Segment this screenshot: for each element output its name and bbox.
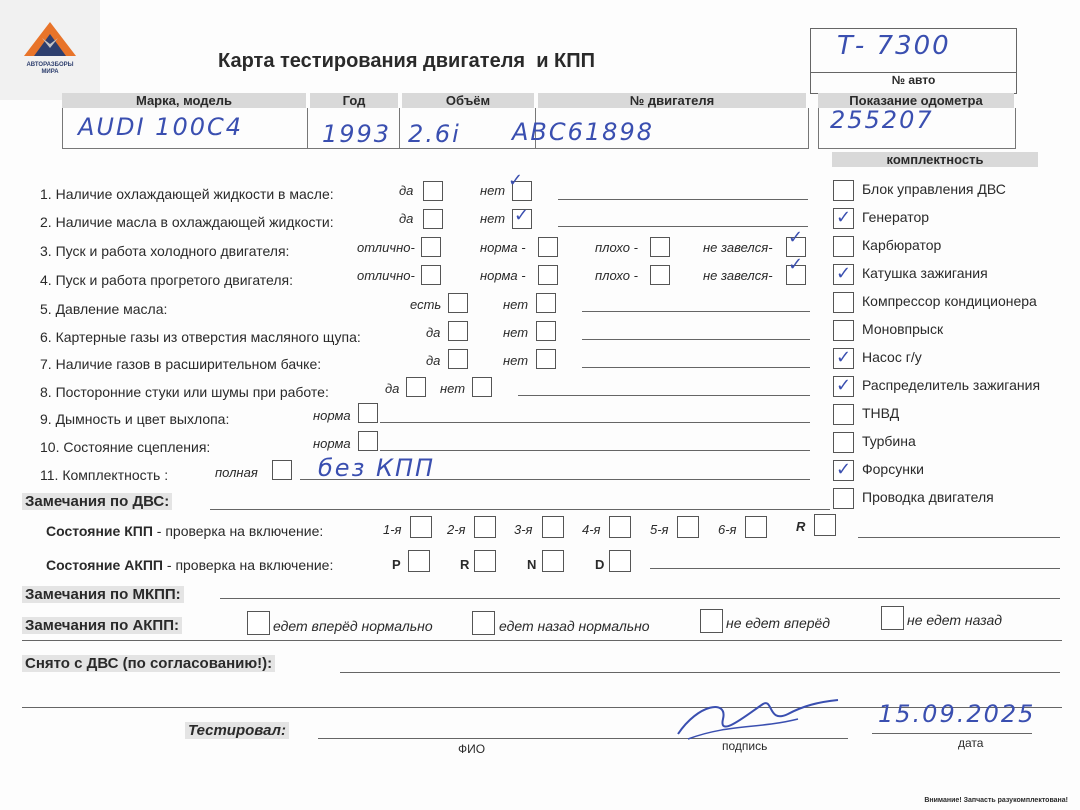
gear-r: R — [796, 519, 806, 534]
opt-net: нет — [503, 353, 529, 368]
divider — [307, 108, 308, 148]
car-number-label: № авто — [891, 73, 936, 87]
signature-caption: подпись — [722, 739, 768, 753]
make-model-value: AUDI 100C4 — [78, 113, 244, 141]
akpp-comment-line — [650, 568, 1060, 569]
kit-item-label: Генератор — [862, 209, 930, 225]
row-number: 7. — [40, 356, 52, 372]
checkmark: ✓ — [788, 227, 804, 248]
logo — [0, 0, 100, 100]
comment-line — [518, 395, 810, 396]
check-row-11 — [40, 467, 168, 483]
remarks-akpp-label: Замечания по АКПП: — [22, 617, 182, 634]
check-row-2 — [40, 214, 334, 230]
akpp-label-bold: Состояние АКПП — [46, 557, 163, 573]
row-text: Пуск и работа холодного двигателя: — [55, 243, 290, 259]
date-caption: дата — [958, 736, 984, 750]
row-number: 2. — [40, 214, 52, 230]
comment-line — [558, 226, 808, 227]
completeness-note: без КПП — [318, 454, 436, 482]
gear-5-checkbox[interactable] — [677, 516, 699, 538]
akpp-no-forward: не едет вперёд — [726, 615, 831, 631]
checkbox-bad[interactable] — [650, 237, 670, 257]
row-text: Комплектность : — [62, 467, 169, 483]
opt-excellent: отлично- — [357, 268, 415, 283]
gear-6: 6-я — [718, 522, 737, 537]
gear-6-checkbox[interactable] — [745, 516, 767, 538]
checkbox-excellent[interactable] — [421, 265, 441, 285]
kit-item-label: ТНВД — [862, 405, 900, 421]
check-row-4 — [40, 272, 293, 288]
comment-line — [558, 199, 808, 200]
comment-line — [300, 479, 810, 480]
akpp-forward-ok: едет вперёд нормально — [273, 618, 433, 634]
row-number: 4. — [40, 272, 52, 288]
kit-checkbox[interactable] — [833, 320, 854, 341]
checkmark: ✓ — [508, 170, 524, 191]
check-row-1 — [40, 186, 334, 202]
check-row-7 — [40, 356, 321, 372]
akpp-back-ok: едет назад нормально — [499, 618, 650, 634]
row-text: Пуск и работа прогретого двигателя: — [55, 272, 294, 288]
check-row-5 — [40, 301, 167, 317]
kpp-label-bold: Состояние КПП — [46, 523, 153, 539]
checkbox-net[interactable] — [472, 377, 492, 397]
kit-checkbox[interactable] — [833, 292, 854, 313]
gear-4-checkbox[interactable] — [609, 516, 631, 538]
kit-item-label: Проводка двигателя — [862, 489, 994, 505]
kit-checkbox[interactable] — [833, 180, 854, 201]
row-text: Наличие масла в охлаждающей жидкости: — [55, 214, 334, 230]
date-value: 15.09.2025 — [878, 700, 1036, 728]
checkbox-yes[interactable] — [448, 293, 468, 313]
kit-checkmark: ✓ — [836, 207, 852, 228]
checkbox-da[interactable] — [448, 349, 468, 369]
mode-d: D — [595, 557, 605, 572]
row-number: 10. — [40, 439, 60, 455]
row-number: 5. — [40, 301, 52, 317]
comment-line — [582, 311, 810, 312]
date-line — [872, 733, 1032, 734]
opt-da: да — [399, 183, 414, 198]
mode-n-checkbox[interactable] — [542, 550, 564, 572]
header-volume: Объём — [402, 93, 534, 108]
check-row-10 — [40, 439, 210, 455]
opt-net: нет — [503, 325, 529, 340]
divider — [399, 108, 400, 148]
logo-mountain-icon — [20, 18, 80, 58]
akpp-remarks-line — [22, 640, 1062, 641]
header-odometer: Показание одометра — [818, 93, 1014, 108]
kit-item-label: Карбюратор — [862, 237, 942, 253]
gear-3: 3-я — [514, 522, 533, 537]
row-text: Давление масла: — [55, 301, 168, 317]
mode-n: N — [527, 557, 537, 572]
check-row-9 — [40, 411, 229, 427]
mode-d-checkbox[interactable] — [609, 550, 631, 572]
gear-r-checkbox[interactable] — [814, 514, 836, 536]
mode-r: R — [460, 557, 470, 572]
kit-item-label: Компрессор кондиционера — [862, 293, 1037, 309]
kit-item-label: Насос г/у — [862, 349, 922, 365]
logo-text-line2: МИРА — [41, 69, 59, 75]
kpp-label — [46, 523, 323, 539]
row-text: Дымность и цвет выхлопа: — [55, 411, 230, 427]
row-number: 8. — [40, 384, 52, 400]
opt-yes: есть — [410, 297, 442, 312]
check-row-6 — [40, 329, 361, 345]
gear-2-checkbox[interactable] — [474, 516, 496, 538]
opt-net: нет — [480, 211, 506, 226]
gear-3-checkbox[interactable] — [542, 516, 564, 538]
opt-no-start: не завелся- — [703, 240, 773, 255]
row-text: Посторонние стуки или шумы при работе: — [55, 384, 329, 400]
kit-item-label: Распределитель зажигания — [862, 377, 1041, 393]
removed-line — [340, 672, 1060, 673]
checkbox-bad[interactable] — [650, 265, 670, 285]
kit-checkmark: ✓ — [836, 375, 852, 396]
kit-checkbox[interactable] — [833, 404, 854, 425]
kpp-label-rest: - проверка на включение: — [152, 523, 324, 539]
checkbox-da[interactable] — [423, 181, 443, 201]
opt-da: да — [385, 381, 400, 396]
opt-no: нет — [503, 297, 529, 312]
fio-caption: ФИО — [458, 742, 486, 756]
row-text: Состояние сцепления: — [63, 439, 211, 455]
opt-da: да — [399, 211, 414, 226]
checkbox-net[interactable] — [536, 321, 556, 341]
check-row-3 — [40, 243, 289, 259]
opt-no-start: не завелся- — [703, 268, 773, 283]
comment-line — [380, 450, 810, 451]
comment-line — [582, 367, 810, 368]
gear-1: 1-я — [383, 522, 402, 537]
checkbox-full[interactable] — [272, 460, 292, 480]
gear-4: 4-я — [582, 522, 601, 537]
opt-bad: плохо - — [595, 268, 638, 283]
tested-label: Тестировал: — [185, 722, 289, 739]
akpp-no-forward-checkbox[interactable] — [700, 609, 723, 633]
opt-net: нет — [480, 183, 506, 198]
kit-checkmark: ✓ — [836, 459, 852, 480]
comment-line — [582, 339, 810, 340]
checkbox-da[interactable] — [423, 209, 443, 229]
remarks-dvs-label: Замечания по ДВС: — [22, 493, 172, 510]
checkbox-normal[interactable] — [538, 237, 558, 257]
row-text: Наличие газов в расширительном бачке: — [55, 356, 322, 372]
mode-r-checkbox[interactable] — [474, 550, 496, 572]
kit-header: комплектность — [832, 152, 1038, 167]
kit-item-label: Катушка зажигания — [862, 265, 988, 281]
opt-da: да — [426, 325, 441, 340]
kit-checkmark: ✓ — [836, 263, 852, 284]
gear-2: 2-я — [447, 522, 466, 537]
row-text: Наличие охлаждающей жидкости в масле: — [55, 186, 334, 202]
row-number: 3. — [40, 243, 52, 259]
checkmark: ✓ — [514, 205, 530, 226]
kit-item-label: Турбина — [862, 433, 916, 449]
opt-excellent: отлично- — [357, 240, 415, 255]
checkbox-excellent[interactable] — [421, 237, 441, 257]
akpp-no-back-checkbox[interactable] — [881, 606, 904, 630]
gear-5: 5-я — [650, 522, 669, 537]
page-title: Карта тестирования двигателя и КПП — [218, 50, 596, 72]
header-year: Год — [310, 93, 398, 108]
gear-1-checkbox[interactable] — [410, 516, 432, 538]
row-text: Картерные газы из отверстия масляного щупа: — [55, 329, 361, 345]
opt-net: нет — [440, 381, 466, 396]
checkbox-da[interactable] — [406, 377, 426, 397]
row-number: 1. — [40, 186, 52, 202]
kpp-comment-line — [858, 537, 1060, 538]
header-engine-no: № двигателя — [538, 93, 806, 108]
header-make-model: Марка, модель — [62, 93, 306, 108]
kit-checkmark: ✓ — [836, 347, 852, 368]
checkbox-normal[interactable] — [358, 431, 378, 451]
row-number: 6. — [40, 329, 52, 345]
signature-scribble — [668, 694, 848, 744]
logo-text-line1: АВТОРАЗБОРЫ — [26, 62, 74, 68]
akpp-label-rest: - проверка на включение: — [163, 557, 334, 573]
akpp-label — [46, 557, 333, 573]
kit-item-label: Форсунки — [862, 461, 924, 477]
fio-line — [318, 738, 680, 739]
mode-p-checkbox[interactable] — [408, 550, 430, 572]
kit-item-label: Моновпрыск — [862, 321, 944, 337]
car-number-box — [810, 28, 1017, 94]
row-number: 9. — [40, 411, 52, 427]
remarks-mkpp-label: Замечания по МКПП: — [22, 586, 184, 603]
checkbox-normal[interactable] — [358, 403, 378, 423]
opt-normal: норма - — [480, 268, 526, 283]
kit-checkbox[interactable] — [833, 236, 854, 257]
opt-full: полная — [215, 465, 258, 480]
opt-normal: норма — [313, 436, 351, 451]
opt-normal: норма — [313, 408, 351, 423]
checkbox-net[interactable] — [536, 349, 556, 369]
kit-checkbox[interactable] — [833, 432, 854, 453]
akpp-no-back: не едет назад — [907, 612, 1002, 628]
checkbox-da[interactable] — [448, 321, 468, 341]
mode-p: P — [392, 557, 401, 572]
kit-item-label: Блок управления ДВС — [862, 181, 1006, 197]
row-number: 11. — [40, 467, 59, 483]
akpp-forward-ok-checkbox[interactable] — [247, 611, 270, 635]
checkbox-no[interactable] — [536, 293, 556, 313]
footer-note: Внимание! Запчасть разукомплектована! — [924, 797, 1068, 804]
odometer-value: 255207 — [830, 106, 934, 134]
car-number-value: Т- 7300 — [837, 31, 951, 61]
akpp-back-ok-checkbox[interactable] — [472, 611, 495, 635]
engine-no-value: ABC61898 — [512, 118, 654, 146]
remarks-dvs-line — [210, 509, 830, 510]
checkmark: ✓ — [788, 254, 804, 275]
checkbox-normal[interactable] — [538, 265, 558, 285]
remarks-mkpp-line — [220, 598, 1060, 599]
kit-checkbox[interactable] — [833, 488, 854, 509]
comment-line — [380, 422, 810, 423]
check-row-8 — [40, 384, 329, 400]
opt-da: да — [426, 353, 441, 368]
year-value: 1993 — [322, 120, 392, 148]
opt-bad: плохо - — [595, 240, 638, 255]
opt-normal: норма - — [480, 240, 526, 255]
volume-value: 2.6i — [408, 120, 461, 148]
removed-label: Снято с ДВС (по согласованию!): — [22, 655, 275, 672]
